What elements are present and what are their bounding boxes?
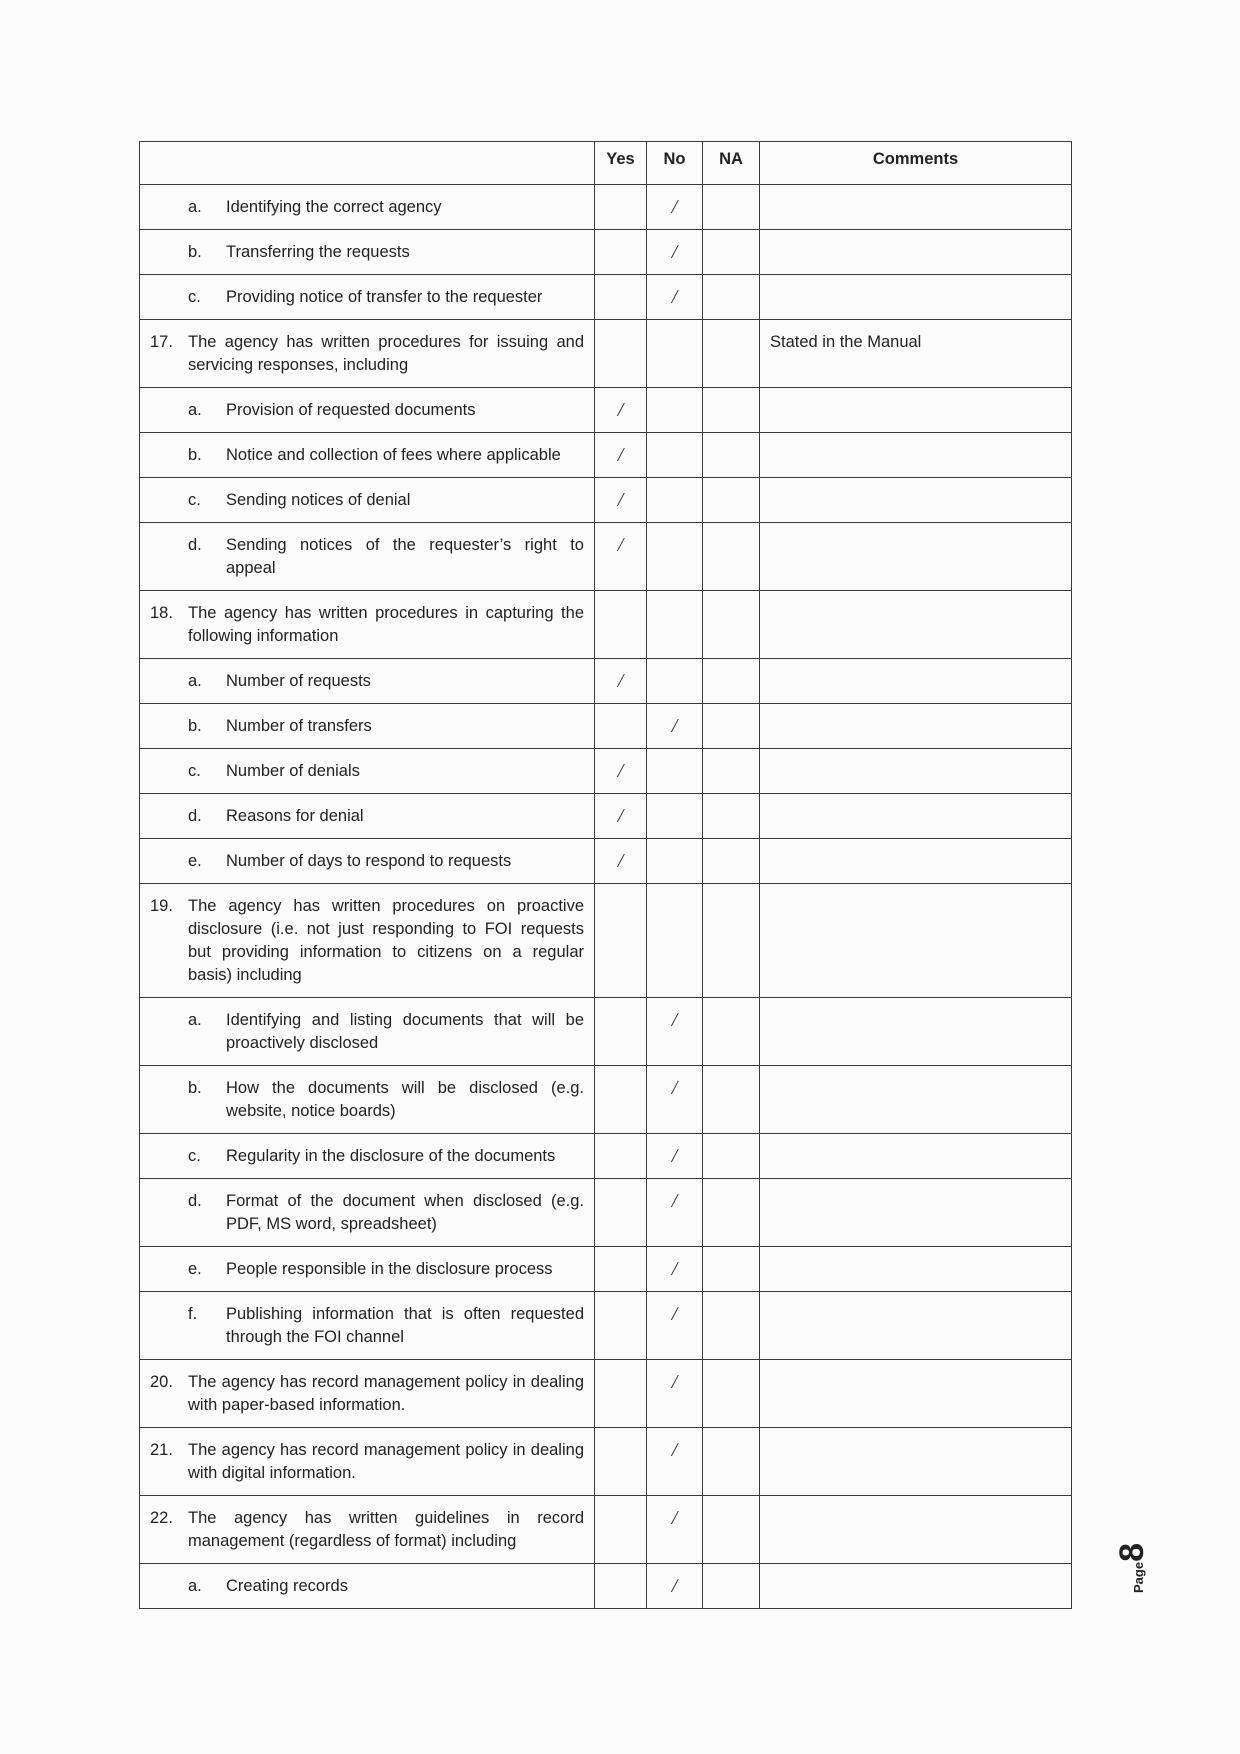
comment-cell xyxy=(760,185,1072,230)
yes-mark: / xyxy=(595,433,647,478)
na-mark xyxy=(703,1134,760,1179)
na-mark xyxy=(703,523,760,591)
item-text: Identifying the correct agency xyxy=(226,198,442,216)
no-mark: / xyxy=(647,230,703,275)
item-text: The agency has written guidelines in record management (regardless of format) including xyxy=(188,1509,584,1550)
yes-mark: / xyxy=(595,659,647,704)
item-number: c. xyxy=(188,762,201,780)
comment-cell xyxy=(760,1360,1072,1428)
item-text: Notice and collection of fees where applicable xyxy=(226,446,561,464)
sub-item xyxy=(150,1145,584,1168)
table-row xyxy=(140,185,1072,230)
item-number: c. xyxy=(188,1147,201,1165)
checklist-sheet xyxy=(139,141,1071,1609)
yes-mark: / xyxy=(595,478,647,523)
yes-mark xyxy=(595,1428,647,1496)
na-mark xyxy=(703,1428,760,1496)
page-number xyxy=(1113,1543,1175,1593)
item-text: The agency has written procedures for issuing and servicing responses, including xyxy=(188,333,584,374)
na-mark xyxy=(703,659,760,704)
sub-item xyxy=(150,670,584,693)
item-number: a. xyxy=(188,1577,202,1595)
item-number: 22. xyxy=(150,1509,173,1527)
yes-mark xyxy=(595,998,647,1066)
yes-mark: / xyxy=(595,794,647,839)
na-mark xyxy=(703,884,760,998)
item-cell xyxy=(140,185,595,230)
item-text: Providing notice of transfer to the requester xyxy=(226,288,543,306)
item-text: Sending notices of denial xyxy=(226,491,411,509)
comment-cell xyxy=(760,1066,1072,1134)
table-row xyxy=(140,1496,1072,1564)
comment-cell xyxy=(760,1428,1072,1496)
item-text: Number of days to respond to requests xyxy=(226,852,512,870)
item-number: e. xyxy=(188,852,202,870)
table-row xyxy=(140,1179,1072,1247)
comment-cell xyxy=(760,1292,1072,1360)
table-row xyxy=(140,839,1072,884)
item-number: d. xyxy=(188,536,202,554)
item-number: d. xyxy=(188,807,202,825)
item-number: b. xyxy=(188,243,202,261)
yes-mark xyxy=(595,884,647,998)
table-row xyxy=(140,1066,1072,1134)
yes-mark xyxy=(595,591,647,659)
comment-cell xyxy=(760,523,1072,591)
comment-cell xyxy=(760,275,1072,320)
sub-item xyxy=(150,534,584,580)
item-cell xyxy=(140,704,595,749)
no-mark: / xyxy=(647,1564,703,1609)
header-na: NA xyxy=(703,142,760,185)
table-row xyxy=(140,478,1072,523)
question-item xyxy=(150,1371,584,1417)
na-mark xyxy=(703,1564,760,1609)
yes-mark xyxy=(595,320,647,388)
na-mark xyxy=(703,433,760,478)
item-text: The agency has record management policy in dealing with digital information. xyxy=(188,1441,584,1482)
na-mark xyxy=(703,478,760,523)
page-word: Page xyxy=(1131,1561,1146,1593)
item-number: 21. xyxy=(150,1441,173,1459)
item-number: c. xyxy=(188,288,201,306)
no-mark: / xyxy=(647,275,703,320)
table-row xyxy=(140,1292,1072,1360)
na-mark xyxy=(703,1292,760,1360)
no-mark xyxy=(647,884,703,998)
no-mark xyxy=(647,388,703,433)
item-cell xyxy=(140,1428,595,1496)
sub-item xyxy=(150,715,584,738)
item-number: a. xyxy=(188,672,202,690)
table-row xyxy=(140,998,1072,1066)
item-text: People responsible in the disclosure process xyxy=(226,1260,553,1278)
sub-item xyxy=(150,1190,584,1236)
comment-cell xyxy=(760,794,1072,839)
yes-mark xyxy=(595,1564,647,1609)
table-row xyxy=(140,794,1072,839)
item-number: 19. xyxy=(150,897,173,915)
item-text: Sending notices of the requester’s right to appeal xyxy=(226,536,584,577)
na-mark xyxy=(703,1179,760,1247)
sub-item xyxy=(150,1303,584,1349)
no-mark: / xyxy=(647,1292,703,1360)
table-row xyxy=(140,659,1072,704)
item-text: Regularity in the disclosure of the documents xyxy=(226,1147,556,1165)
item-cell xyxy=(140,659,595,704)
checklist-body xyxy=(140,185,1072,1609)
yes-mark xyxy=(595,1179,647,1247)
item-text: Identifying and listing documents that will be proactively disclosed xyxy=(226,1011,584,1052)
na-mark xyxy=(703,1496,760,1564)
na-mark xyxy=(703,794,760,839)
item-text: The agency has written procedures in capturing the following information xyxy=(188,604,584,645)
no-mark: / xyxy=(647,1360,703,1428)
comment-cell xyxy=(760,1179,1072,1247)
item-number: b. xyxy=(188,446,202,464)
yes-mark xyxy=(595,1496,647,1564)
item-number: b. xyxy=(188,1079,202,1097)
item-cell xyxy=(140,1360,595,1428)
item-cell xyxy=(140,591,595,659)
item-cell xyxy=(140,1179,595,1247)
item-number: 18. xyxy=(150,604,173,622)
na-mark xyxy=(703,998,760,1066)
item-cell xyxy=(140,275,595,320)
comment-cell xyxy=(760,433,1072,478)
sub-item xyxy=(150,241,584,264)
question-item xyxy=(150,1439,584,1485)
table-row xyxy=(140,230,1072,275)
no-mark: / xyxy=(647,185,703,230)
comment-cell xyxy=(760,704,1072,749)
no-mark: / xyxy=(647,1428,703,1496)
yes-mark xyxy=(595,1360,647,1428)
yes-mark xyxy=(595,704,647,749)
table-row xyxy=(140,591,1072,659)
item-cell xyxy=(140,320,595,388)
header-yes: Yes xyxy=(595,142,647,185)
sub-item xyxy=(150,399,584,422)
item-text: Number of denials xyxy=(226,762,360,780)
item-cell xyxy=(140,388,595,433)
sub-item xyxy=(150,1575,584,1598)
header-comments: Comments xyxy=(760,142,1072,185)
comment-cell xyxy=(760,1247,1072,1292)
table-row xyxy=(140,1360,1072,1428)
item-cell xyxy=(140,998,595,1066)
item-text: The agency has record management policy in dealing with paper-based information. xyxy=(188,1373,584,1414)
comment-cell xyxy=(760,749,1072,794)
question-item xyxy=(150,1507,584,1553)
comment-cell xyxy=(760,1134,1072,1179)
table-row xyxy=(140,433,1072,478)
table-row xyxy=(140,523,1072,591)
sub-item xyxy=(150,805,584,828)
item-cell xyxy=(140,1134,595,1179)
na-mark xyxy=(703,388,760,433)
sub-item xyxy=(150,1077,584,1123)
item-cell xyxy=(140,884,595,998)
item-text: Number of transfers xyxy=(226,717,372,735)
yes-mark xyxy=(595,1292,647,1360)
item-number: a. xyxy=(188,401,202,419)
item-text: Creating records xyxy=(226,1577,348,1595)
table-row xyxy=(140,1134,1072,1179)
no-mark xyxy=(647,433,703,478)
table-row xyxy=(140,1428,1072,1496)
page-digit: 8 xyxy=(1113,1543,1151,1562)
question-item xyxy=(150,895,584,987)
no-mark xyxy=(647,478,703,523)
yes-mark xyxy=(595,230,647,275)
na-mark xyxy=(703,185,760,230)
na-mark xyxy=(703,275,760,320)
comment-cell xyxy=(760,1564,1072,1609)
comment-cell xyxy=(760,388,1072,433)
item-cell xyxy=(140,1066,595,1134)
no-mark xyxy=(647,839,703,884)
item-number: 20. xyxy=(150,1373,173,1391)
item-cell xyxy=(140,523,595,591)
sub-item xyxy=(150,444,584,467)
no-mark: / xyxy=(647,1496,703,1564)
yes-mark xyxy=(595,1066,647,1134)
comment-cell xyxy=(760,1496,1072,1564)
comment-cell xyxy=(760,884,1072,998)
table-row xyxy=(140,749,1072,794)
comment-cell xyxy=(760,478,1072,523)
table-row xyxy=(140,388,1072,433)
table-row xyxy=(140,704,1072,749)
sub-item xyxy=(150,1258,584,1281)
header-row xyxy=(140,142,1072,185)
question-item xyxy=(150,602,584,648)
yes-mark: / xyxy=(595,839,647,884)
na-mark xyxy=(703,1360,760,1428)
table-row xyxy=(140,1247,1072,1292)
na-mark xyxy=(703,839,760,884)
item-cell xyxy=(140,794,595,839)
comment-cell xyxy=(760,230,1072,275)
na-mark xyxy=(703,1247,760,1292)
item-cell xyxy=(140,433,595,478)
item-text: How the documents will be disclosed (e.g. website, notice boards) xyxy=(226,1079,584,1120)
item-text: Publishing information that is often requested through the FOI channel xyxy=(226,1305,584,1346)
na-mark xyxy=(703,591,760,659)
comment-cell xyxy=(760,659,1072,704)
item-cell xyxy=(140,1496,595,1564)
item-cell xyxy=(140,230,595,275)
na-mark xyxy=(703,230,760,275)
sub-item xyxy=(150,1009,584,1055)
item-cell xyxy=(140,749,595,794)
comment-cell xyxy=(760,839,1072,884)
yes-mark xyxy=(595,185,647,230)
item-number: a. xyxy=(188,198,202,216)
no-mark xyxy=(647,794,703,839)
na-mark xyxy=(703,749,760,794)
item-cell xyxy=(140,478,595,523)
na-mark xyxy=(703,704,760,749)
comment-cell: Stated in the Manual xyxy=(760,320,1072,388)
header-no: No xyxy=(647,142,703,185)
item-number: b. xyxy=(188,717,202,735)
table-row xyxy=(140,1564,1072,1609)
no-mark xyxy=(647,659,703,704)
sub-item xyxy=(150,196,584,219)
question-item xyxy=(150,331,584,377)
yes-mark xyxy=(595,1247,647,1292)
sub-item xyxy=(150,760,584,783)
item-text: Transferring the requests xyxy=(226,243,410,261)
item-text: Provision of requested documents xyxy=(226,401,476,419)
item-text: Reasons for denial xyxy=(226,807,364,825)
no-mark xyxy=(647,523,703,591)
table-row xyxy=(140,275,1072,320)
na-mark xyxy=(703,320,760,388)
item-cell xyxy=(140,1292,595,1360)
no-mark: / xyxy=(647,704,703,749)
no-mark xyxy=(647,591,703,659)
no-mark: / xyxy=(647,1247,703,1292)
sub-item xyxy=(150,850,584,873)
item-number: d. xyxy=(188,1192,202,1210)
item-number: f. xyxy=(188,1305,198,1323)
no-mark: / xyxy=(647,1134,703,1179)
table-row xyxy=(140,884,1072,998)
header-item xyxy=(140,142,595,185)
item-number: a. xyxy=(188,1011,202,1029)
comment-cell xyxy=(760,998,1072,1066)
yes-mark xyxy=(595,1134,647,1179)
item-text: The agency has written procedures on proactive disclosure (i.e. not just responding to FOI requests but providing information to citizens on a regular basis) including xyxy=(188,897,584,984)
item-cell xyxy=(140,839,595,884)
table-row xyxy=(140,320,1072,388)
checklist-table xyxy=(139,141,1072,1609)
yes-mark xyxy=(595,275,647,320)
no-mark: / xyxy=(647,998,703,1066)
yes-mark: / xyxy=(595,388,647,433)
item-text: Number of requests xyxy=(226,672,371,690)
yes-mark: / xyxy=(595,523,647,591)
no-mark xyxy=(647,749,703,794)
sub-item xyxy=(150,489,584,512)
no-mark xyxy=(647,320,703,388)
yes-mark: / xyxy=(595,749,647,794)
sub-item xyxy=(150,286,584,309)
item-text: Format of the document when disclosed (e.g. PDF, MS word, spreadsheet) xyxy=(226,1192,584,1233)
item-number: c. xyxy=(188,491,201,509)
item-cell xyxy=(140,1247,595,1292)
comment-cell xyxy=(760,591,1072,659)
na-mark xyxy=(703,1066,760,1134)
no-mark: / xyxy=(647,1066,703,1134)
item-number: 17. xyxy=(150,333,173,351)
item-cell xyxy=(140,1564,595,1609)
no-mark: / xyxy=(647,1179,703,1247)
item-number: e. xyxy=(188,1260,202,1278)
